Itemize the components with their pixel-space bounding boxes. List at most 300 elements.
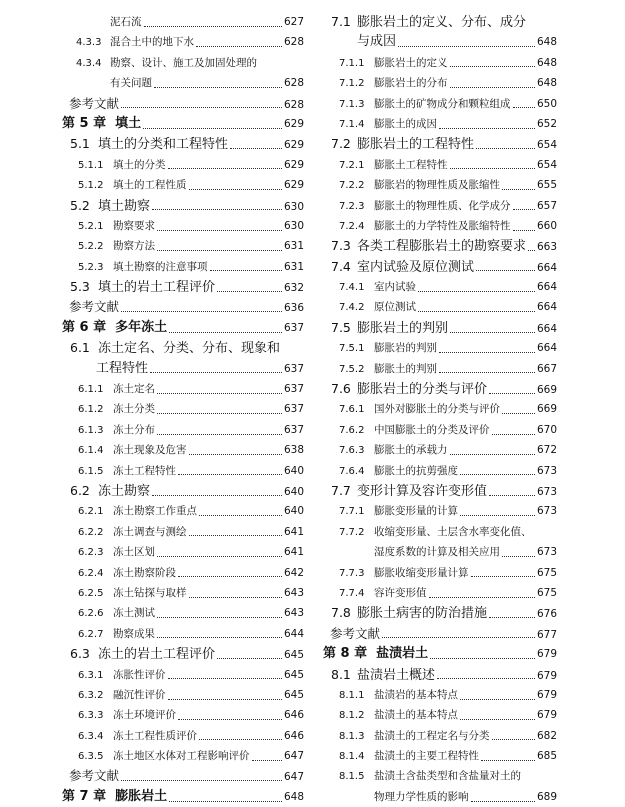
dot-leader xyxy=(513,230,535,231)
subsection-entry xyxy=(62,501,304,521)
dot-leader xyxy=(460,474,535,475)
subsection-entry xyxy=(62,236,304,256)
dot-leader xyxy=(418,291,535,292)
entry-title: 冻土定名 xyxy=(113,383,155,396)
dot-leader xyxy=(199,739,282,740)
dot-leader xyxy=(481,760,535,761)
subsection-entry xyxy=(62,542,304,562)
page-number: 645 xyxy=(283,688,304,701)
page-number: 641 xyxy=(283,525,304,538)
entry-number: 7.6 xyxy=(331,381,351,397)
dot-leader xyxy=(157,393,282,394)
entry-number: 5.3 xyxy=(70,279,90,295)
dot-leader xyxy=(157,434,282,435)
entry-number: 7.7.4 xyxy=(339,587,365,599)
dot-leader xyxy=(121,311,282,312)
references-entry xyxy=(323,624,557,644)
page-number: 637 xyxy=(283,362,304,375)
dot-leader xyxy=(196,46,282,47)
page-number: 641 xyxy=(283,546,304,559)
entry-number: 6.3.5 xyxy=(78,751,104,763)
dot-leader xyxy=(489,617,535,618)
entry-number: 6.1.5 xyxy=(78,465,104,477)
entry-title: 勘察方法 xyxy=(113,240,155,253)
entry-title: 参考文献 xyxy=(69,95,120,111)
section-entry xyxy=(62,277,304,297)
dot-leader xyxy=(439,372,535,373)
subsection-entry xyxy=(62,665,304,685)
entry-title: 膨胀岩土的工程特性 xyxy=(357,137,475,153)
page-number: 676 xyxy=(536,608,557,621)
section-entry xyxy=(323,665,557,685)
dot-leader xyxy=(430,658,535,659)
entry-title: 冻土钻探与取样 xyxy=(113,586,187,599)
entry-title: 膨胀岩土的分类与评价 xyxy=(357,382,488,398)
page-number: 648 xyxy=(536,77,557,90)
section-entry xyxy=(323,257,557,277)
subsection-entry xyxy=(323,359,557,379)
subsection-entry xyxy=(323,563,557,583)
dot-leader xyxy=(471,576,535,577)
entry-title: 冻土工程性质评价 xyxy=(113,729,197,742)
entry-title: 勘察成果 xyxy=(113,627,155,640)
subsection-entry xyxy=(323,73,557,93)
entry-number: 7.3 xyxy=(331,238,351,254)
entry-number: 5.2.1 xyxy=(78,220,104,232)
page-number: 673 xyxy=(536,546,557,559)
subsection-entry xyxy=(62,603,304,623)
dot-leader xyxy=(429,597,535,598)
dot-leader xyxy=(189,454,282,455)
entry-number: 6.1.4 xyxy=(78,445,104,457)
subsection-entry xyxy=(323,114,557,134)
dot-leader xyxy=(157,413,282,414)
subsection-entry xyxy=(323,196,557,216)
entry-title: 盐渍岩的基本特点 xyxy=(374,688,458,701)
entry-number: 7.4.1 xyxy=(339,282,365,294)
dot-leader xyxy=(169,801,282,802)
entry-number: 8.1.1 xyxy=(339,689,365,701)
subsection-entry xyxy=(323,399,557,419)
dot-leader xyxy=(230,148,282,149)
page-number: 669 xyxy=(536,384,557,397)
page-number: 647 xyxy=(283,750,304,763)
section-entry xyxy=(323,12,557,32)
page-number: 664 xyxy=(536,322,557,335)
entry-title: 中国膨胀土的分类及评价 xyxy=(374,423,490,436)
page-number: 669 xyxy=(536,403,557,416)
page-number: 679 xyxy=(536,709,557,722)
subsection-entry xyxy=(323,583,557,603)
entry-title: 冻土勘察 xyxy=(98,483,151,499)
page-number: 636 xyxy=(283,302,304,315)
page-number: 677 xyxy=(536,628,557,641)
entry-title: 盐渍岩土 xyxy=(376,646,429,662)
entry-title: 膨胀岩土的定义、分布、成分 xyxy=(357,15,527,30)
subsection-entry xyxy=(62,12,304,32)
dot-leader xyxy=(178,576,282,577)
entry-number: 第 7 章 xyxy=(62,788,107,804)
entry-number: 7.7 xyxy=(331,482,351,498)
entry-title: 冻土勘察工作重点 xyxy=(113,505,197,518)
dot-leader xyxy=(152,495,282,496)
subsection-entry xyxy=(62,257,304,277)
section-entry xyxy=(323,318,557,338)
references-entry xyxy=(62,297,304,317)
page-number: 673 xyxy=(536,505,557,518)
entry-title: 泥石流 xyxy=(110,16,142,28)
dot-leader xyxy=(157,617,282,618)
entry-title: 填土的分类 xyxy=(113,158,166,171)
entry-number: 8.1.2 xyxy=(339,710,365,722)
entry-number: 6.3.2 xyxy=(78,689,104,701)
page-number: 644 xyxy=(283,627,304,640)
subsection-entry xyxy=(323,746,557,766)
entry-title: 融沉性评价 xyxy=(113,688,166,701)
dot-leader xyxy=(439,128,535,129)
entry-title: 膨胀土病害的防治措施 xyxy=(357,606,488,622)
dot-leader xyxy=(513,107,535,108)
chapter-heading xyxy=(62,318,304,338)
entry-number: 7.4.2 xyxy=(339,302,365,314)
page-number: 670 xyxy=(536,423,557,436)
entry-title: 膨胀岩的物理性质及胀缩性 xyxy=(374,179,500,192)
subsection-entry xyxy=(323,501,557,521)
dot-leader xyxy=(217,291,282,292)
entry-title: 参考文献 xyxy=(69,768,120,784)
entry-number: 6.2.3 xyxy=(78,547,104,559)
page-number: 652 xyxy=(536,117,557,130)
page-number: 640 xyxy=(283,464,304,477)
subsection-entry xyxy=(323,705,557,725)
dot-leader xyxy=(168,168,282,169)
dot-leader xyxy=(471,801,535,802)
entry-number: 5.2.3 xyxy=(78,261,104,273)
page-number: 637 xyxy=(283,383,304,396)
entry-title: 湿度系数的计算及相关应用 xyxy=(374,546,500,559)
page-number: 654 xyxy=(536,139,557,152)
dot-leader xyxy=(152,209,282,210)
entry-number: 7.8 xyxy=(331,605,351,621)
entry-number: 第 6 章 xyxy=(62,319,107,335)
subsection-entry xyxy=(62,53,304,73)
subsection-entry xyxy=(62,461,304,481)
entry-number: 7.6.2 xyxy=(339,424,365,436)
entry-title: 冻土分布 xyxy=(113,423,155,436)
page-number: 664 xyxy=(536,342,557,355)
entry-number: 7.1.2 xyxy=(339,78,365,90)
entry-title: 收缩变形量、土层含水率变化值、 xyxy=(374,525,532,538)
dot-leader xyxy=(492,739,535,740)
dot-leader xyxy=(450,332,535,333)
entry-number: 5.2.2 xyxy=(78,241,104,253)
section-entry xyxy=(62,359,304,379)
section-entry xyxy=(62,196,304,216)
dot-leader xyxy=(513,209,535,210)
page-number: 654 xyxy=(536,158,557,171)
dot-leader xyxy=(450,168,535,169)
page-number: 629 xyxy=(283,117,304,130)
entry-number: 6.2 xyxy=(70,482,90,498)
entry-number: 7.1.4 xyxy=(339,118,365,130)
entry-number: 6.1.1 xyxy=(78,384,104,396)
section-entry xyxy=(323,32,557,52)
subsection-entry xyxy=(323,461,557,481)
entry-number: 7.2.4 xyxy=(339,220,365,232)
subsection-entry xyxy=(323,440,557,460)
entry-number: 7.5 xyxy=(331,319,351,335)
entry-title: 勘察、设计、施工及加固处理的 xyxy=(110,56,257,69)
entry-title: 膨胀土的力学特性及胀缩特性 xyxy=(374,219,511,232)
subsection-entry xyxy=(323,277,557,297)
page-number: 643 xyxy=(283,586,304,599)
page-number: 630 xyxy=(283,219,304,232)
subsection-entry xyxy=(323,685,557,705)
subsection-entry xyxy=(62,379,304,399)
dot-leader xyxy=(189,535,282,536)
entry-title: 室内试验 xyxy=(374,281,416,294)
entry-title: 原位测试 xyxy=(374,301,416,314)
entry-title: 冻土测试 xyxy=(113,607,155,620)
dot-leader xyxy=(199,515,282,516)
section-entry xyxy=(323,236,557,256)
subsection-entry xyxy=(323,53,557,73)
entry-number: 7.1.1 xyxy=(339,57,365,69)
entry-title: 盐渍土的基本特点 xyxy=(374,709,458,722)
page-number: 645 xyxy=(283,668,304,681)
section-entry xyxy=(323,481,557,501)
page-number: 672 xyxy=(536,444,557,457)
entry-title: 盐渍岩土概述 xyxy=(357,667,436,683)
entry-title: 膨胀岩土的定义 xyxy=(374,56,448,69)
page-number: 640 xyxy=(283,505,304,518)
entry-title: 与成因 xyxy=(357,34,397,50)
dot-leader xyxy=(450,66,535,67)
entry-title: 膨胀岩的判别 xyxy=(374,342,437,355)
section-entry xyxy=(62,134,304,154)
entry-title: 膨胀变形量的计算 xyxy=(374,505,458,518)
dot-leader xyxy=(121,107,282,108)
entry-number: 7.7.3 xyxy=(339,567,365,579)
subsection-entry xyxy=(62,624,304,644)
subsection-entry xyxy=(62,705,304,725)
page-number: 628 xyxy=(283,98,304,111)
subsection-entry xyxy=(62,726,304,746)
entry-title: 膨胀土的成因 xyxy=(374,117,437,130)
page-number: 632 xyxy=(283,282,304,295)
page-number: 663 xyxy=(536,241,557,254)
page-number: 627 xyxy=(283,16,304,28)
page-number: 664 xyxy=(536,281,557,294)
entry-title: 膨胀土工程特性 xyxy=(374,158,448,171)
subsection-entry xyxy=(323,420,557,440)
entry-number: 6.2.6 xyxy=(78,608,104,620)
page-number: 679 xyxy=(536,669,557,682)
references-entry xyxy=(62,766,304,786)
subsection-entry xyxy=(62,440,304,460)
page-number: 657 xyxy=(536,199,557,212)
subsection-entry xyxy=(323,155,557,175)
entry-title: 冻土分类 xyxy=(113,403,155,416)
entry-number: 5.2 xyxy=(70,197,90,213)
entry-title: 膨胀岩土 xyxy=(115,788,168,804)
entry-title: 冻土调查与测绘 xyxy=(113,525,187,538)
subsection-entry xyxy=(323,175,557,195)
entry-number: 7.4 xyxy=(331,258,351,274)
subsection-entry xyxy=(62,420,304,440)
entry-title: 冻土的岩土工程评价 xyxy=(98,647,216,663)
entry-number: 6.2.4 xyxy=(78,567,104,579)
page-number: 629 xyxy=(283,158,304,171)
chapter-heading xyxy=(62,114,304,134)
page-number: 631 xyxy=(283,240,304,253)
section-entry xyxy=(62,481,304,501)
entry-number: 7.6.1 xyxy=(339,404,365,416)
subsection-entry xyxy=(62,746,304,766)
page-number: 664 xyxy=(536,261,557,274)
dot-leader xyxy=(157,230,282,231)
entry-number: 6.2.7 xyxy=(78,628,104,640)
subsection-entry xyxy=(323,542,557,562)
entry-number: 6.3.4 xyxy=(78,730,104,742)
entry-number: 8.1.3 xyxy=(339,730,365,742)
page-number: 647 xyxy=(283,771,304,784)
entry-number: 7.1.3 xyxy=(339,98,365,110)
entry-title: 填土的岩土工程评价 xyxy=(98,280,216,296)
entry-title: 混合土中的地下水 xyxy=(110,36,194,49)
entry-title: 冻土环境评价 xyxy=(113,709,176,722)
section-entry xyxy=(62,338,304,358)
entry-title: 膨胀土的抗剪强度 xyxy=(374,464,458,477)
dot-leader xyxy=(450,454,535,455)
subsection-entry xyxy=(323,297,557,317)
dot-leader xyxy=(157,556,282,557)
subsection-entry xyxy=(62,73,304,93)
entry-number: 7.2.2 xyxy=(339,180,365,192)
subsection-entry xyxy=(62,583,304,603)
page-number: 679 xyxy=(536,648,557,661)
dot-leader xyxy=(150,372,282,373)
subsection-entry xyxy=(323,766,557,786)
entry-number: 6.1.3 xyxy=(78,424,104,436)
section-entry xyxy=(323,379,557,399)
page-number: 630 xyxy=(283,200,304,213)
entry-title: 物理力学性质的影响 xyxy=(374,790,469,803)
entry-number: 4.3.3 xyxy=(76,37,102,49)
page-number: 646 xyxy=(283,709,304,722)
entry-number: 6.3 xyxy=(70,646,90,662)
entry-number: 6.3.1 xyxy=(78,669,104,681)
dot-leader xyxy=(398,46,535,47)
subsection-entry xyxy=(62,175,304,195)
page-number: 631 xyxy=(283,260,304,273)
dot-leader xyxy=(169,332,282,333)
entry-title: 膨胀岩土的分布 xyxy=(374,77,448,90)
page-number: 682 xyxy=(536,729,557,742)
entry-title: 容许变形值 xyxy=(374,586,427,599)
page-number: 650 xyxy=(536,97,557,110)
entry-title: 参考文献 xyxy=(69,299,120,315)
section-entry xyxy=(323,134,557,154)
dot-leader xyxy=(168,678,282,679)
dot-leader xyxy=(492,434,535,435)
entry-title: 冻胀性评价 xyxy=(113,668,166,681)
entry-title: 膨胀土的承载力 xyxy=(374,444,448,457)
entry-number: 7.7.2 xyxy=(339,526,365,538)
dot-leader xyxy=(217,658,282,659)
entry-title: 冻土现象及危害 xyxy=(113,444,187,457)
entry-title: 冻土定名、分类、分布、现象和 xyxy=(98,341,281,357)
entry-number: 7.7.1 xyxy=(339,506,365,518)
page-number: 673 xyxy=(536,464,557,477)
entry-title: 膨胀土的矿物成分和颗粒组成 xyxy=(374,97,511,110)
chapter-heading xyxy=(323,644,557,664)
subsection-entry xyxy=(323,338,557,358)
page-number: 637 xyxy=(283,403,304,416)
entry-number: 第 5 章 xyxy=(62,115,107,131)
dot-leader xyxy=(189,189,282,190)
subsection-entry xyxy=(62,522,304,542)
page-number: 637 xyxy=(283,321,304,334)
dot-leader xyxy=(143,128,282,129)
dot-leader xyxy=(502,556,535,557)
subsection-entry xyxy=(62,216,304,236)
entry-title: 冻土地区水体对工程影响评价 xyxy=(113,750,250,763)
entry-number: 7.2.1 xyxy=(339,159,365,171)
dot-leader xyxy=(476,270,535,271)
page-number: 689 xyxy=(536,790,557,803)
references-entry xyxy=(62,94,304,114)
entry-title: 参考文献 xyxy=(330,625,381,641)
dot-leader xyxy=(157,637,282,638)
entry-title: 有关问题 xyxy=(110,77,152,90)
page-number: 628 xyxy=(283,36,304,49)
entry-title: 膨胀收缩变形量计算 xyxy=(374,566,469,579)
page-number: 660 xyxy=(536,219,557,232)
entry-number: 8.1 xyxy=(331,666,351,682)
entry-number: 6.2.2 xyxy=(78,526,104,538)
entry-number: 第 8 章 xyxy=(323,646,368,662)
dot-leader xyxy=(476,148,535,149)
subsection-entry xyxy=(62,685,304,705)
dot-leader xyxy=(382,637,535,638)
section-entry xyxy=(62,644,304,664)
page-number: 638 xyxy=(283,444,304,457)
entry-title: 冻土区划 xyxy=(113,546,155,559)
subsection-entry xyxy=(62,563,304,583)
entry-title: 膨胀土的判别 xyxy=(374,362,437,375)
entry-title: 膨胀土的物理性质、化学成分 xyxy=(374,199,511,212)
dot-leader xyxy=(157,250,282,251)
page-number: 685 xyxy=(536,750,557,763)
page-number: 640 xyxy=(283,485,304,498)
entry-title: 填土的分类和工程特性 xyxy=(98,137,229,153)
entry-number: 6.3.3 xyxy=(78,710,104,722)
entry-number: 6.1.2 xyxy=(78,404,104,416)
page-number: 648 xyxy=(536,56,557,69)
dot-leader xyxy=(437,678,535,679)
dot-leader xyxy=(154,87,282,88)
dot-leader xyxy=(252,760,282,761)
dot-leader xyxy=(460,515,535,516)
subsection-entry xyxy=(323,94,557,114)
page-number: 637 xyxy=(283,423,304,436)
subsection-entry xyxy=(323,522,557,542)
section-entry xyxy=(323,603,557,623)
entry-title: 室内试验及原位测试 xyxy=(357,259,475,275)
dot-leader xyxy=(460,719,535,720)
entry-number: 7.5.2 xyxy=(339,363,365,375)
